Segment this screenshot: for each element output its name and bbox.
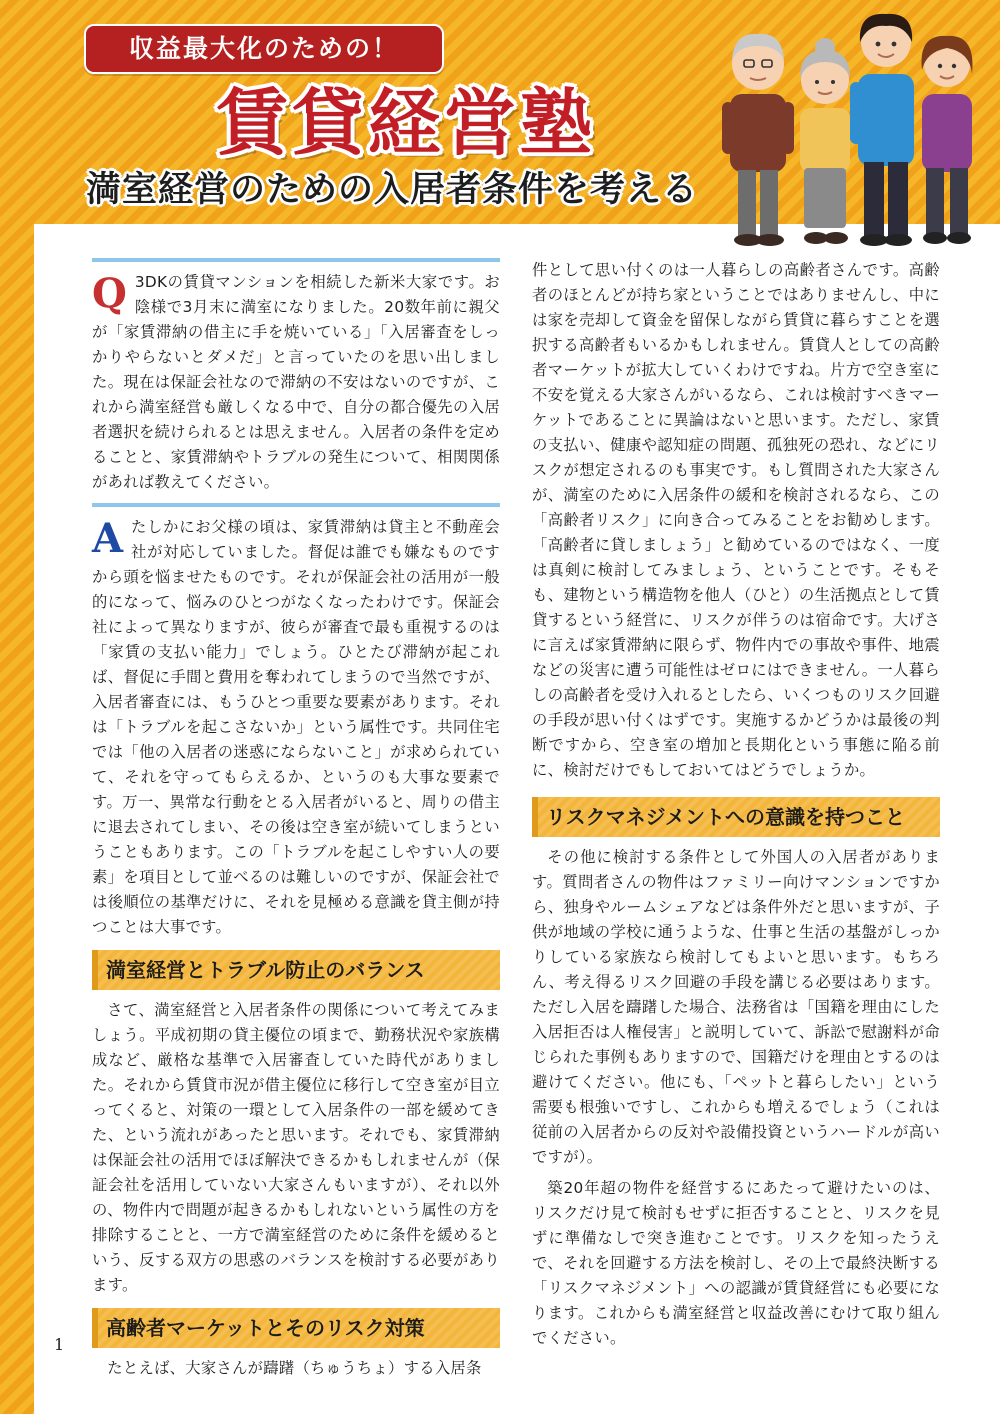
- right-column: [532, 258, 940, 1351]
- left-column: [92, 258, 500, 1381]
- question-top-rule: [92, 258, 500, 262]
- answer-letter: A: [92, 515, 124, 562]
- section-balance-text: さて、満室経営と入居者条件の関係について考えてみましょう。平成初期の貸主優位の頃まで、勤務状況や家族構成など、厳格な基準で入居審査していた時代がありました。それから賃貸市況が借主優位に移行して空き室が目立ってくると、対策の一環として入居条件の一部を緩めてきた、という流れがあったと思います。それでも、家賃滞納は保証会社の活用でほぼ解決できるかもしれませんが（保証会社を活用していない大家さんもいますが）、それ以外の、物件内で問題が起きるかもしれないという属性の方を排除することと、一方で満室経営のために条件を緩めるという、反する双方の思惑のバランスを検討する必要があります。: [92, 1001, 500, 1294]
- son-figure: [850, 14, 914, 246]
- section-heading-elderly: 高齢者マーケットとそのリスク対策: [92, 1308, 500, 1348]
- section-risk-paragraph-2: 築20年超の物件を経営するにあたって避けたいのは、リスクだけ見て検討もせずに拒否することと、リスクを見ずに準備なしで突き進むことです。リスクを知ったうえで、それを回避する方法を検討し、その上で最終決断する「リスクマネジメント」への認識が賃貸経営にも必要になります。これからも満室経営と収益改善にむけて取り組んでください。: [532, 1179, 940, 1347]
- family-illustration: [708, 2, 1000, 252]
- answer-block: [92, 515, 500, 940]
- section-elderly-text-continued: 件として思い付くのは一人暮らしの高齢者さんです。高齢者のほとんどが持ち家ということではありませんし、中には家を売却して資金を留保しながら賃貸に暮らすことを選択する高齢者もいるかもしれません。賃貸人としての高齢者マーケットが拡大していくわけですね。片方で空き室に不安を覚える大家さんがいるなら、これは検討すべきマーケットであることに異論はないと思います。ただし、家賃の支払い、健康や認知症の問題、孤独死の恐れ、などにリスクが想定されるのも事実です。もし質問された大家さんが、満室のために入居条件の緩和を検討されるなら、この「高齢者リスク」に向き合ってみることをお勧めします。「高齢者に貸しましょう」と勧めているのではなく、一度は真剣に検討してみましょう、ということです。そもそも、建物という構造物を他人（ひと）の生活拠点として賃貸するという経営に、リスクが伴うのは宿命です。大げさに言えば家賃滞納に限らず、物件内での事故や事件、地震などの災害に遭う可能性はゼロにはできません。一人暮らしの高齢者を受け入れるとしたら、いくつものリスク回避の手段が思い付くはずです。実施するかどうかは最後の判断ですから、空き室の増加と長期化という事態に陥る前に、検討だけでもしておいてはどうでしょうか。: [532, 261, 940, 779]
- section-heading-risk: リスクマネジメントへの意識を持つこと: [532, 797, 940, 837]
- section-elderly-text-start: たとえば、大家さんが躊躇（ちゅうちょ）する入居条: [107, 1359, 482, 1377]
- question-letter: Q: [92, 270, 127, 317]
- page-number: 1: [54, 1335, 65, 1354]
- grandfather-figure: [722, 34, 794, 246]
- section-risk-paragraph-1: その他に検討する条件として外国人の入居者があります。質問者さんの物件はファミリー向けマンションですから、独身やルームシェアなどは条件外だと思いますが、子供が地域の学校に通うような、仕事と生活の基盤がしっかりしている家族なら検討してもよいと思います。もちろん、考え得るリスク回避の手段を講じる必要はあります。ただし入居を躊躇した場合、法務省は「国籍を理由にした入居拒否は人権侵害」と説明していて、訴訟で慰謝料が命じられた事例もありますので、国籍だけを理由とするのは避けてください。他にも、「ペットと暮らしたい」という需要も根強いですし、これからも増えるでしょう（これは従前の入居者からの反対や設備投資というハードルが高いですが）。: [532, 848, 940, 1166]
- answer-top-rule: [92, 503, 500, 507]
- answer-text: たしかにお父様の頃は、家賃滞納は貸主と不動産会社が対応していました。督促は誰でも嫌なものですから頭を悩ませたものです。それが保証会社の活用が一般的になって、悩みのひとつがなくなったわけです。保証会社によって異なりますが、彼らが審査で最も重視するのは「家賃の支払い能力」でしょう。ひとたび滞納が起これば、督促に手間と費用を奪われてしまうので当然ですが、入居者審査には、もうひとつ重要な要素があります。それは「トラブルを起こさないか」という属性です。共同住宅では「他の入居者の迷惑にならないこと」が求められていて、それを守ってもらえるか、というのも大事な要素です。万一、異常な行動をとる入居者がいると、周りの借主に退去されてしまい、その後は空き室が続いてしまうということもあります。この「トラブルを起こしやすい人の要素」を項目として並べるのは難しいのですが、保証会社では後順位の基準だけに、それを見極める意識を貸主側が持つことは大事です。: [92, 518, 500, 936]
- question-text: 3DKの賃貸マンションを相続した新米大家です。お陰様で3月末に満室になりました。20数年前に親父が「家賃滞納の借主に手を焼いている」「入居審査をしっかりやらないとダメだ」と言っていたのを思い出しました。現在は保証会社なので滞納の不安はないのですが、これから満室経営も厳しくなる中で、自分の都合優先の入居者選択を続けられるとは思えません。入居者の条件を定めることと、家賃滞納やトラブルの発生について、相関関係があれば教えてください。: [92, 273, 500, 491]
- daughter-figure: [922, 36, 973, 244]
- page-title: 賃貸経営塾: [215, 81, 596, 165]
- section-heading-balance: 満室経営とトラブル防止のバランス: [92, 950, 500, 990]
- grandmother-figure: [800, 38, 850, 244]
- page-subtitle: 満室経営のための入居者条件を考える: [86, 170, 699, 210]
- question-block: [92, 270, 500, 495]
- kicker-banner: 収益最大化のための！: [84, 24, 444, 74]
